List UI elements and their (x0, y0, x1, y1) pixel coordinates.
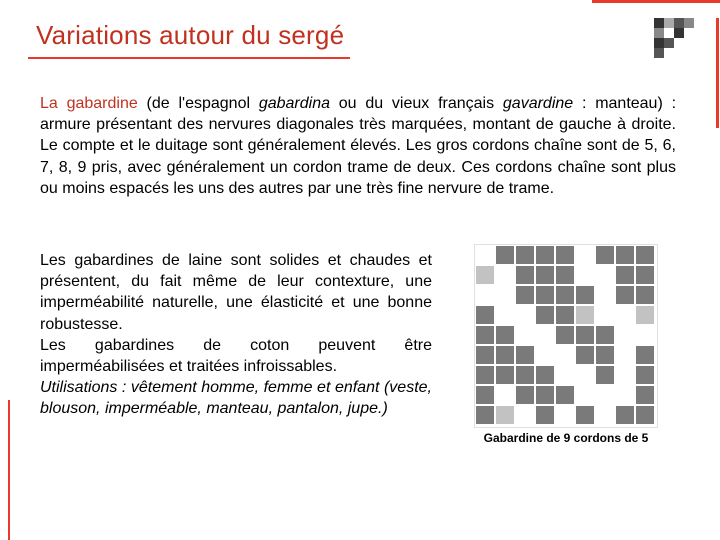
weave-cell (495, 285, 515, 305)
weave-cell (615, 245, 635, 265)
weave-cell (635, 345, 655, 365)
weave-cell (555, 305, 575, 325)
weave-cell (515, 265, 535, 285)
weave-cell (615, 305, 635, 325)
weave-cell (555, 405, 575, 425)
weave-cell (555, 285, 575, 305)
wool-properties: Les gabardines de laine sont solides et chaudes et présentent, du fait même de leur contexture, une imperméabilité naturelle, une élasticité et une bonne robustesse. (40, 252, 432, 333)
weave-cell (495, 245, 515, 265)
weave-cell (635, 405, 655, 425)
weave-cell (475, 265, 495, 285)
weave-cell (635, 305, 655, 325)
weave-cell (555, 245, 575, 265)
weave-cell (515, 345, 535, 365)
weave-cell (555, 365, 575, 385)
term-gabardine: La gabardine (40, 95, 138, 112)
weave-cell (515, 245, 535, 265)
weave-cell (595, 305, 615, 325)
weave-cell (635, 365, 655, 385)
weave-cell (535, 325, 555, 345)
weave-cell (615, 345, 635, 365)
weave-cell (515, 385, 535, 405)
weave-cell (595, 325, 615, 345)
weave-cell (475, 405, 495, 425)
weave-cell (495, 405, 515, 425)
weave-cell (495, 265, 515, 285)
weave-cell (635, 245, 655, 265)
weave-cell (535, 365, 555, 385)
weave-cell (595, 245, 615, 265)
weave-cell (475, 245, 495, 265)
weave-cell (475, 365, 495, 385)
weave-cell (575, 245, 595, 265)
cotton-properties: Les gabardines de coton peuvent être imperméabilisées et traitées infroissables. (40, 336, 432, 376)
weave-cell (615, 405, 635, 425)
weave-cell (575, 325, 595, 345)
weave-cell (535, 385, 555, 405)
weave-cell (555, 325, 575, 345)
weave-cell (475, 305, 495, 325)
left-accent-bar (8, 400, 10, 540)
weave-cell (595, 285, 615, 305)
weave-cell (635, 385, 655, 405)
weave-cell (475, 345, 495, 365)
weave-cell (615, 265, 635, 285)
weave-cell (515, 305, 535, 325)
top-accent-bar (592, 0, 720, 3)
text-segment: (de l'espagnol (137, 95, 259, 112)
weave-cell (595, 385, 615, 405)
weave-cell (495, 365, 515, 385)
weave-cell (495, 305, 515, 325)
weave-cell (595, 365, 615, 385)
weave-cell (535, 245, 555, 265)
weave-cell (575, 385, 595, 405)
weave-cell (495, 345, 515, 365)
weave-cell (515, 365, 535, 385)
italic-gabardina: gabardina (258, 95, 330, 112)
weave-cell (595, 265, 615, 285)
weave-cell (535, 265, 555, 285)
weave-cell (555, 265, 575, 285)
weave-cell (595, 405, 615, 425)
weave-cell (515, 325, 535, 345)
weave-cell (615, 325, 635, 345)
weave-cell (535, 305, 555, 325)
weave-cell (575, 265, 595, 285)
weave-cell (475, 285, 495, 305)
weave-pattern-grid (474, 244, 658, 428)
weave-cell (635, 285, 655, 305)
weave-cell (535, 405, 555, 425)
title-underline (28, 57, 350, 59)
gabardine-definition (40, 93, 676, 199)
weave-cell (615, 365, 635, 385)
weave-cell (635, 265, 655, 285)
weave-cell (475, 325, 495, 345)
weave-cell (575, 345, 595, 365)
right-accent-bar (716, 18, 719, 128)
weave-caption: Gabardine de 9 cordons de 5 (483, 431, 649, 445)
weave-cell (615, 385, 635, 405)
uses-text: Utilisations : vêtement homme, femme et enfant (veste, blouson, imperméable, manteau, pantalon, jupe.) (40, 379, 432, 418)
checker-logo-icon (654, 18, 694, 58)
gabardine-properties (40, 250, 432, 420)
weave-cell (495, 385, 515, 405)
weave-cell (615, 285, 635, 305)
text-segment: : manteau) : armure présentant des nervures diagonales très marquées, montant de gauche à droite. Le compte et le duitage sont généralement élevés. Les gros cordons chaîne sont de 5, 6, 7, 8, 9 pris, avec généralement un cordon trame de deux. Ces cordons chaîne sont plus ou moins espacés les uns des autres par une très fine nervure de trame. (40, 95, 677, 197)
weave-cell (515, 285, 535, 305)
weave-cell (575, 405, 595, 425)
weave-cell (635, 325, 655, 345)
weave-cell (535, 345, 555, 365)
weave-cell (495, 325, 515, 345)
weave-cell (575, 305, 595, 325)
weave-cell (575, 365, 595, 385)
weave-cell (575, 285, 595, 305)
weave-cell (515, 405, 535, 425)
weave-cell (555, 385, 575, 405)
weave-cell (535, 285, 555, 305)
text-segment: ou du vieux français (329, 95, 503, 112)
slide-title: Variations autour du sergé (36, 20, 345, 50)
weave-cell (555, 345, 575, 365)
italic-gavardine: gavardine (502, 95, 574, 112)
weave-cell (595, 345, 615, 365)
weave-cell (475, 385, 495, 405)
